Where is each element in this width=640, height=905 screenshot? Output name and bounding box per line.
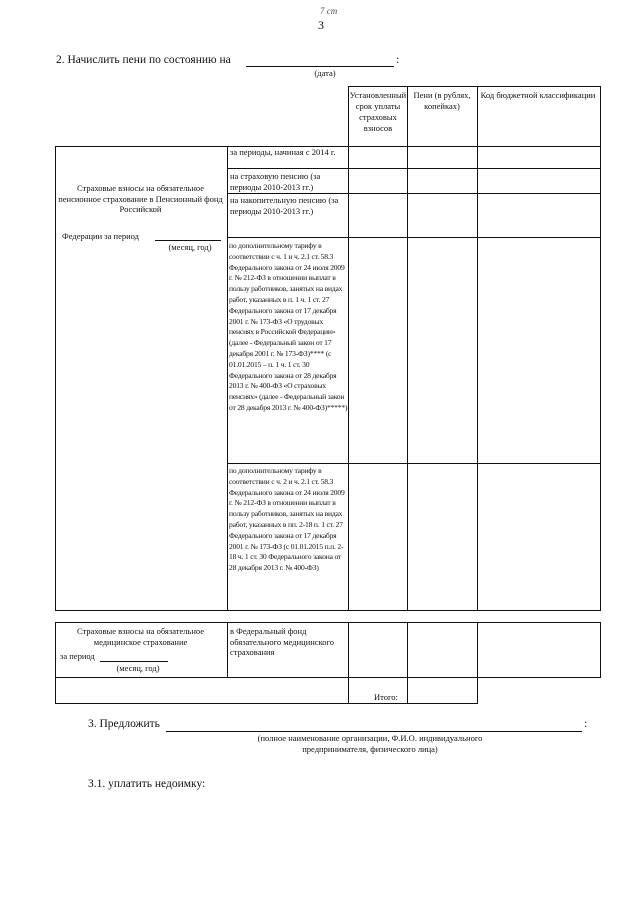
section3-colon: : <box>584 718 588 730</box>
header-deadline: Установленный срок уплаты страховых взносов <box>349 90 407 133</box>
pension-insurance-label: Страховые взносы на обязательное пенсионное страхование в Пенсионный фонд Российской <box>58 183 223 214</box>
organization-hint-line1: (полное наименование организации, Ф.И.О. индивидуального <box>257 733 483 743</box>
header-penalties: Пени (в рублях, копейках) <box>413 90 471 111</box>
pension-period-field[interactable] <box>155 240 221 241</box>
row-funded-pension: на накопительную пенсию (за периоды 2010-2013 гг.) <box>230 195 339 216</box>
total-label: Итого: <box>374 692 398 702</box>
row-additional-tariff-1: по дополнительному тарифу в соответствии с ч. 1 и ч. 2.1 ст. 58.3 Федерального закона от 24 июля 2009 г. № 212-ФЗ в отношении выплат в пользу работников, занятых на видах работ, указанных в п. 1 ч. 1 ст. 27 Федерального закона от 17 декабря 2001 г. № 173-ФЗ «О трудовых пенсиях в Российской Федерации» (далее - Федеральный закон от 17 декабря 2001 г. № 173-ФЗ)**** (с 01.01.2015 – п. 1 ч. 1 ст. 30 Федерального закона от 28 декабря 2013 г. № 400-ФЗ «О страховых пенсиях» (далее - Федеральный закон от 28 декабря 2013 г. № 400-ФЗ)*****) <box>229 241 348 412</box>
organization-hint-line2: предпринимателя, физического лица) <box>302 744 438 754</box>
medical-period-hint: (месяц, год) <box>116 663 160 673</box>
section3-1-title: 3.1. уплатить недоимку: <box>88 778 206 790</box>
medical-insurance-label: Страховые взносы на обязательное медицинское страхование <box>76 626 205 647</box>
date-hint: (дата) <box>314 68 336 78</box>
page-number: 3 <box>318 18 324 32</box>
section2-title: 2. Начислить пени по состоянию на <box>56 54 231 66</box>
medical-fund-label: в Федеральный фонд обязательного медицинского страхования <box>230 626 335 657</box>
row-additional-tariff-2: по дополнительному тарифу в соответствии с ч. 2 и ч. 2.1 ст. 58.3 Федерального закона от 24 июля 2009 г. № 212-ФЗ в отношении выплат в пользу работников, занятых на видах работ, указанных в пп. 2-18 п. 1 ст. 27 Федерального закона от 17 декабря 2001 г. № 173-ФЗ (с 01.01.2015 п.п. 2-18 ч. 1 ст. 30 Федерального закона от 28 декабря 2013 г. № 400-ФЗ) <box>229 466 345 573</box>
section2-colon: : <box>396 54 400 66</box>
medical-period-field[interactable] <box>100 661 168 662</box>
pension-period-label: Федерации за период <box>62 231 139 241</box>
medical-period-label: за период <box>60 651 95 661</box>
organization-field-line[interactable] <box>166 731 582 732</box>
handwritten-note: 7 ст <box>320 6 338 16</box>
header-kbk: Код бюджетной классификации <box>480 90 596 100</box>
row-insurance-pension: на страховую пенсию (за периоды 2010-2013 гг.) <box>230 171 321 192</box>
date-field-line[interactable] <box>246 66 394 67</box>
pension-period-hint: (месяц, год) <box>168 242 212 252</box>
section3-title: 3. Предложить <box>88 718 160 730</box>
row-since-2014: за периоды, начиная с 2014 г. <box>230 147 336 157</box>
